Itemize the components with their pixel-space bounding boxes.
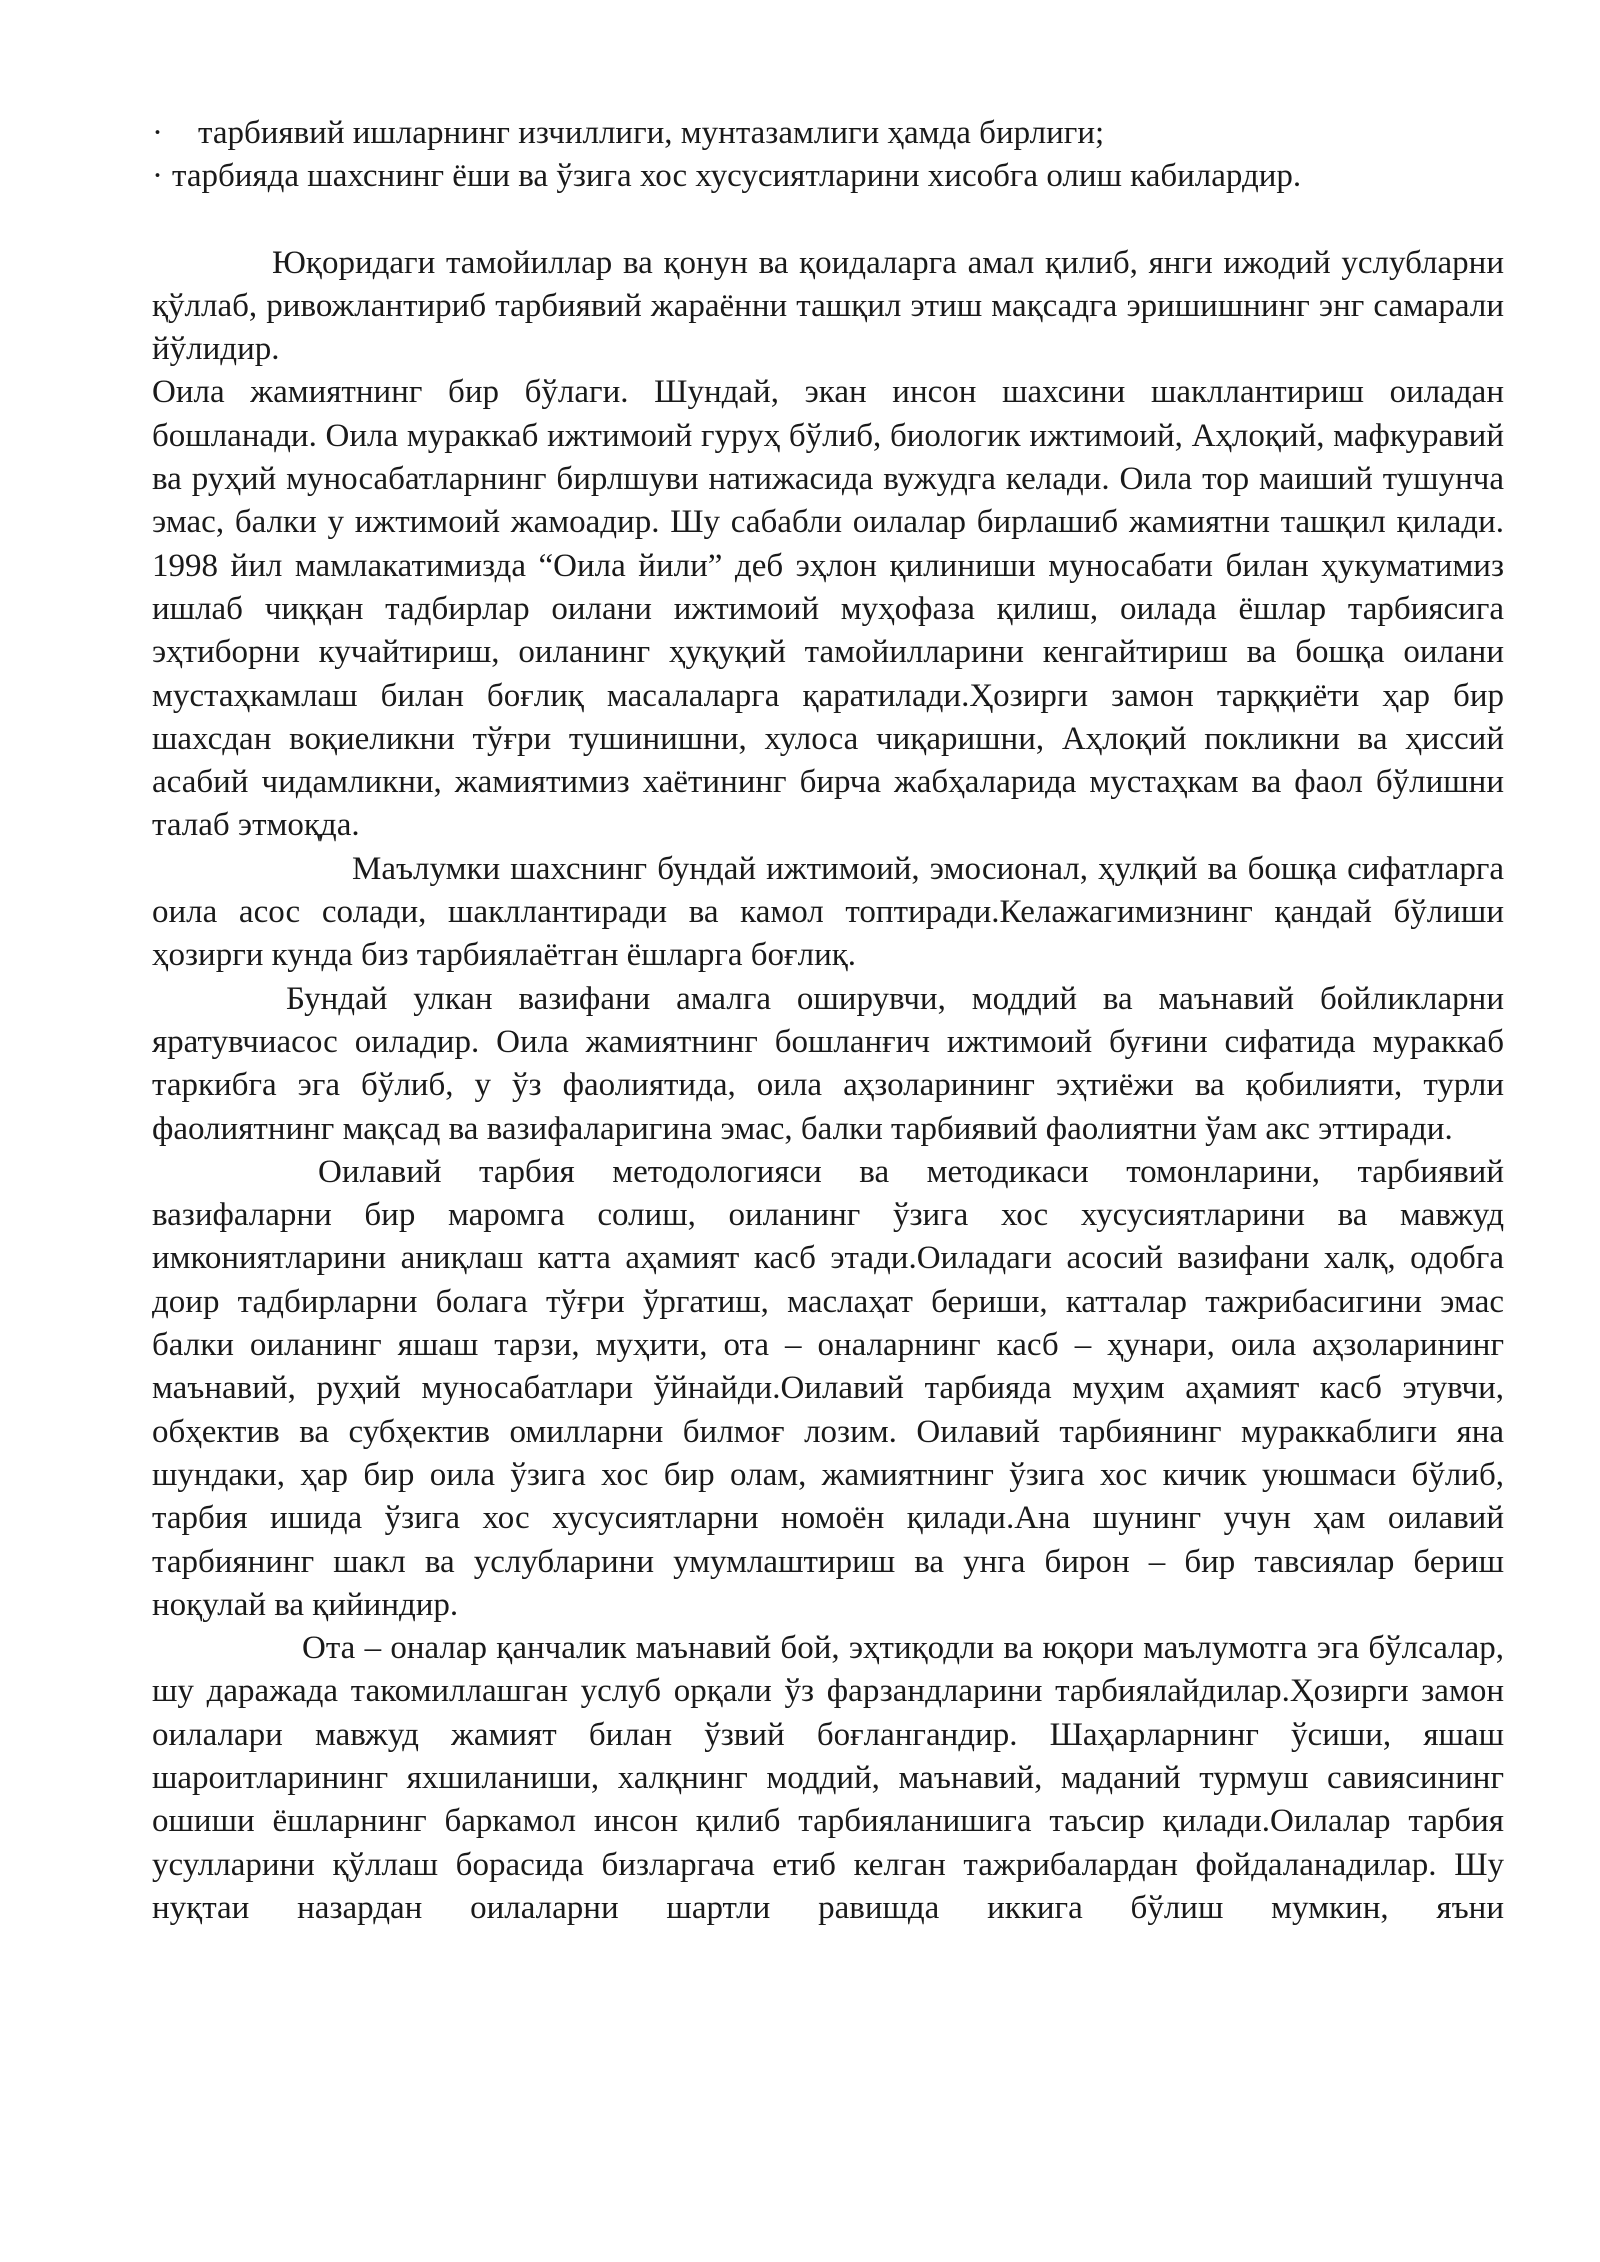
bullet-item bbox=[152, 155, 1504, 198]
paragraph: Оила жамиятнинг бир бўлаги. Шундай, экан инсон шахсини шакллантириш оиладан бошланади. Оила мураккаб ижтимоий гуруҳ бўлиб, биологик ижтимоий, Аҳлоқий, мафкуравий ва руҳий муносабатларнинг бирлшуви натижасида вужудга келади. Оила тор маиший тушунча эмас, балки у ижтимоий жамоадир. Шу сабабли оилалар бирлашиб жамиятни ташқил қилади. 1998 йил мамлакатимизда “Оила йили” деб эҳлон қилиниши муносабати билан ҳукуматимиз ишлаб чиққан тадбирлар оилани ижтимоий муҳофаза қилиш, оилада ёшлар тарбиясига эҳтиборни кучайтириш, оиланинг ҳуқуқий тамойилларини кенгайтириш ва бошқа оилани мустаҳкамлаш билан боғлиқ масалаларга қаратилади.Ҳозирги замон тарққиёти ҳар бир шахсдан воқиеликни тўғри тушинишни, хулоса чиқаришни, Аҳлоқий покликни ва ҳиссий асабий чидамликни, жамиятимиз хаётининг бирча жабҳаларида мустаҳкам ва фаол бўлишни талаб этмоқда. bbox=[152, 374, 1504, 844]
paragraph: Бундай улкан вазифани амалга оширувчи, моддий ва маънавий бойликларни яратувчиасос оиладир. Оила жамиятнинг бошланғич ижтимоий буғини сифатида мураккаб таркибга эга бўлиб, у ўз фаолиятида, оила аҳзоларининг эҳтиёжи ва қобилияти, турли фаолиятнинг мақсад ва вазифаларигина эмас, балки тарбиявий фаолиятни ўам акс эттиради. bbox=[152, 980, 1504, 1147]
bullet-marker: · bbox=[152, 115, 163, 151]
paragraph: Ота – оналар қанчалик маънавий бой, эҳтиқодли ва юқори маълумотга эга бўлсалар, шу даражада такомиллашган услуб орқали ўз фарзандларини тарбиялайдилар.Ҳозирги замон оилалари мавжуд жамият билан ўзвий боғлангандир. Шаҳарларнинг ўсиши, яшаш шароитларининг яхшиланиши, халқнинг моддий, маънавий, маданий турмуш савиясининг ошиши ёшларнинг баркамол инсон қилиб тарбияланишига таъсир қилади.Оилалар тарбия усулларини қўллаш борасида бизларгача етиб келган тажрибалардан фойдаланадилар. Шу нуқтаи назардан оилаларни шартли равишда иккига бўлиш мумкин, яъни bbox=[152, 1630, 1504, 1926]
bullet-text: тарбиявий ишларнинг изчиллиги, мунтазамлиги ҳамда бирлиги; bbox=[198, 115, 1105, 151]
paragraph: Юқоридаги тамойиллар ва қонун ва қоидаларга амал қилиб, янги ижодий услубларни қўллаб, ривожлантириб тарбиявий жараённи ташқил этиш мақсадга эришишнинг энг самарали йўлидир. bbox=[152, 244, 1504, 368]
bullet-item bbox=[152, 112, 1504, 155]
paragraph: Маълумки шахснинг бундай ижтимоий, эмосионал, ҳулқий ва бошқа сифатларга оила асос солади, шакллантиради ва камол топтиради.Келажагимизнинг қандай бўлиши ҳозирги кунда биз тарбиялаётган ёшларга боғлиқ. bbox=[152, 850, 1504, 974]
document-body bbox=[152, 112, 1504, 1930]
bullet-text: тарбияда шахснинг ёши ва ўзига хос хусусиятларини хисобга олиш кабилардир. bbox=[172, 158, 1302, 195]
paragraph-spacer bbox=[152, 199, 1504, 242]
bullet-marker: · bbox=[152, 158, 163, 195]
paragraph: Оилавий тарбия методологияси ва методикаси томонларини, тарбиявий вазифаларни бир маромга солиш, оиланинг ўзига хос хусусиятларини ва мавжуд имкониятларини аниқлаш катта аҳамият касб этади.Оиладаги асосий вазифани халқ, одобга доир тадбирларни болага тўғри ўргатиш, маслаҳат бериши, катталар тажрибасигини эмас балки оиланинг яшаш тарзи, муҳити, ота – оналарнинг касб – ҳунари, оила аҳзоларининг маънавий, руҳий муносабатлари ўйнайди.Оилавий тарбияда муҳим аҳамият касб этувчи, обҳектив ва субҳектив омилларни билмоғ лозим. Оилавий тарбиянинг мураккаблиги яна шундаки, ҳар бир оила ўзига хос бир олам, жамиятнинг ўзига хос кичик уюшмаси бўлиб, тарбия ишида ўзига хос хусусиятларни номоён қилади.Ана шунинг учун ҳам оилавий тарбиянинг шакл ва услубларини умумлаштириш ва унга бирон – бир тавсиялар бериш ноқулай ва қийиндир. bbox=[152, 1153, 1504, 1623]
